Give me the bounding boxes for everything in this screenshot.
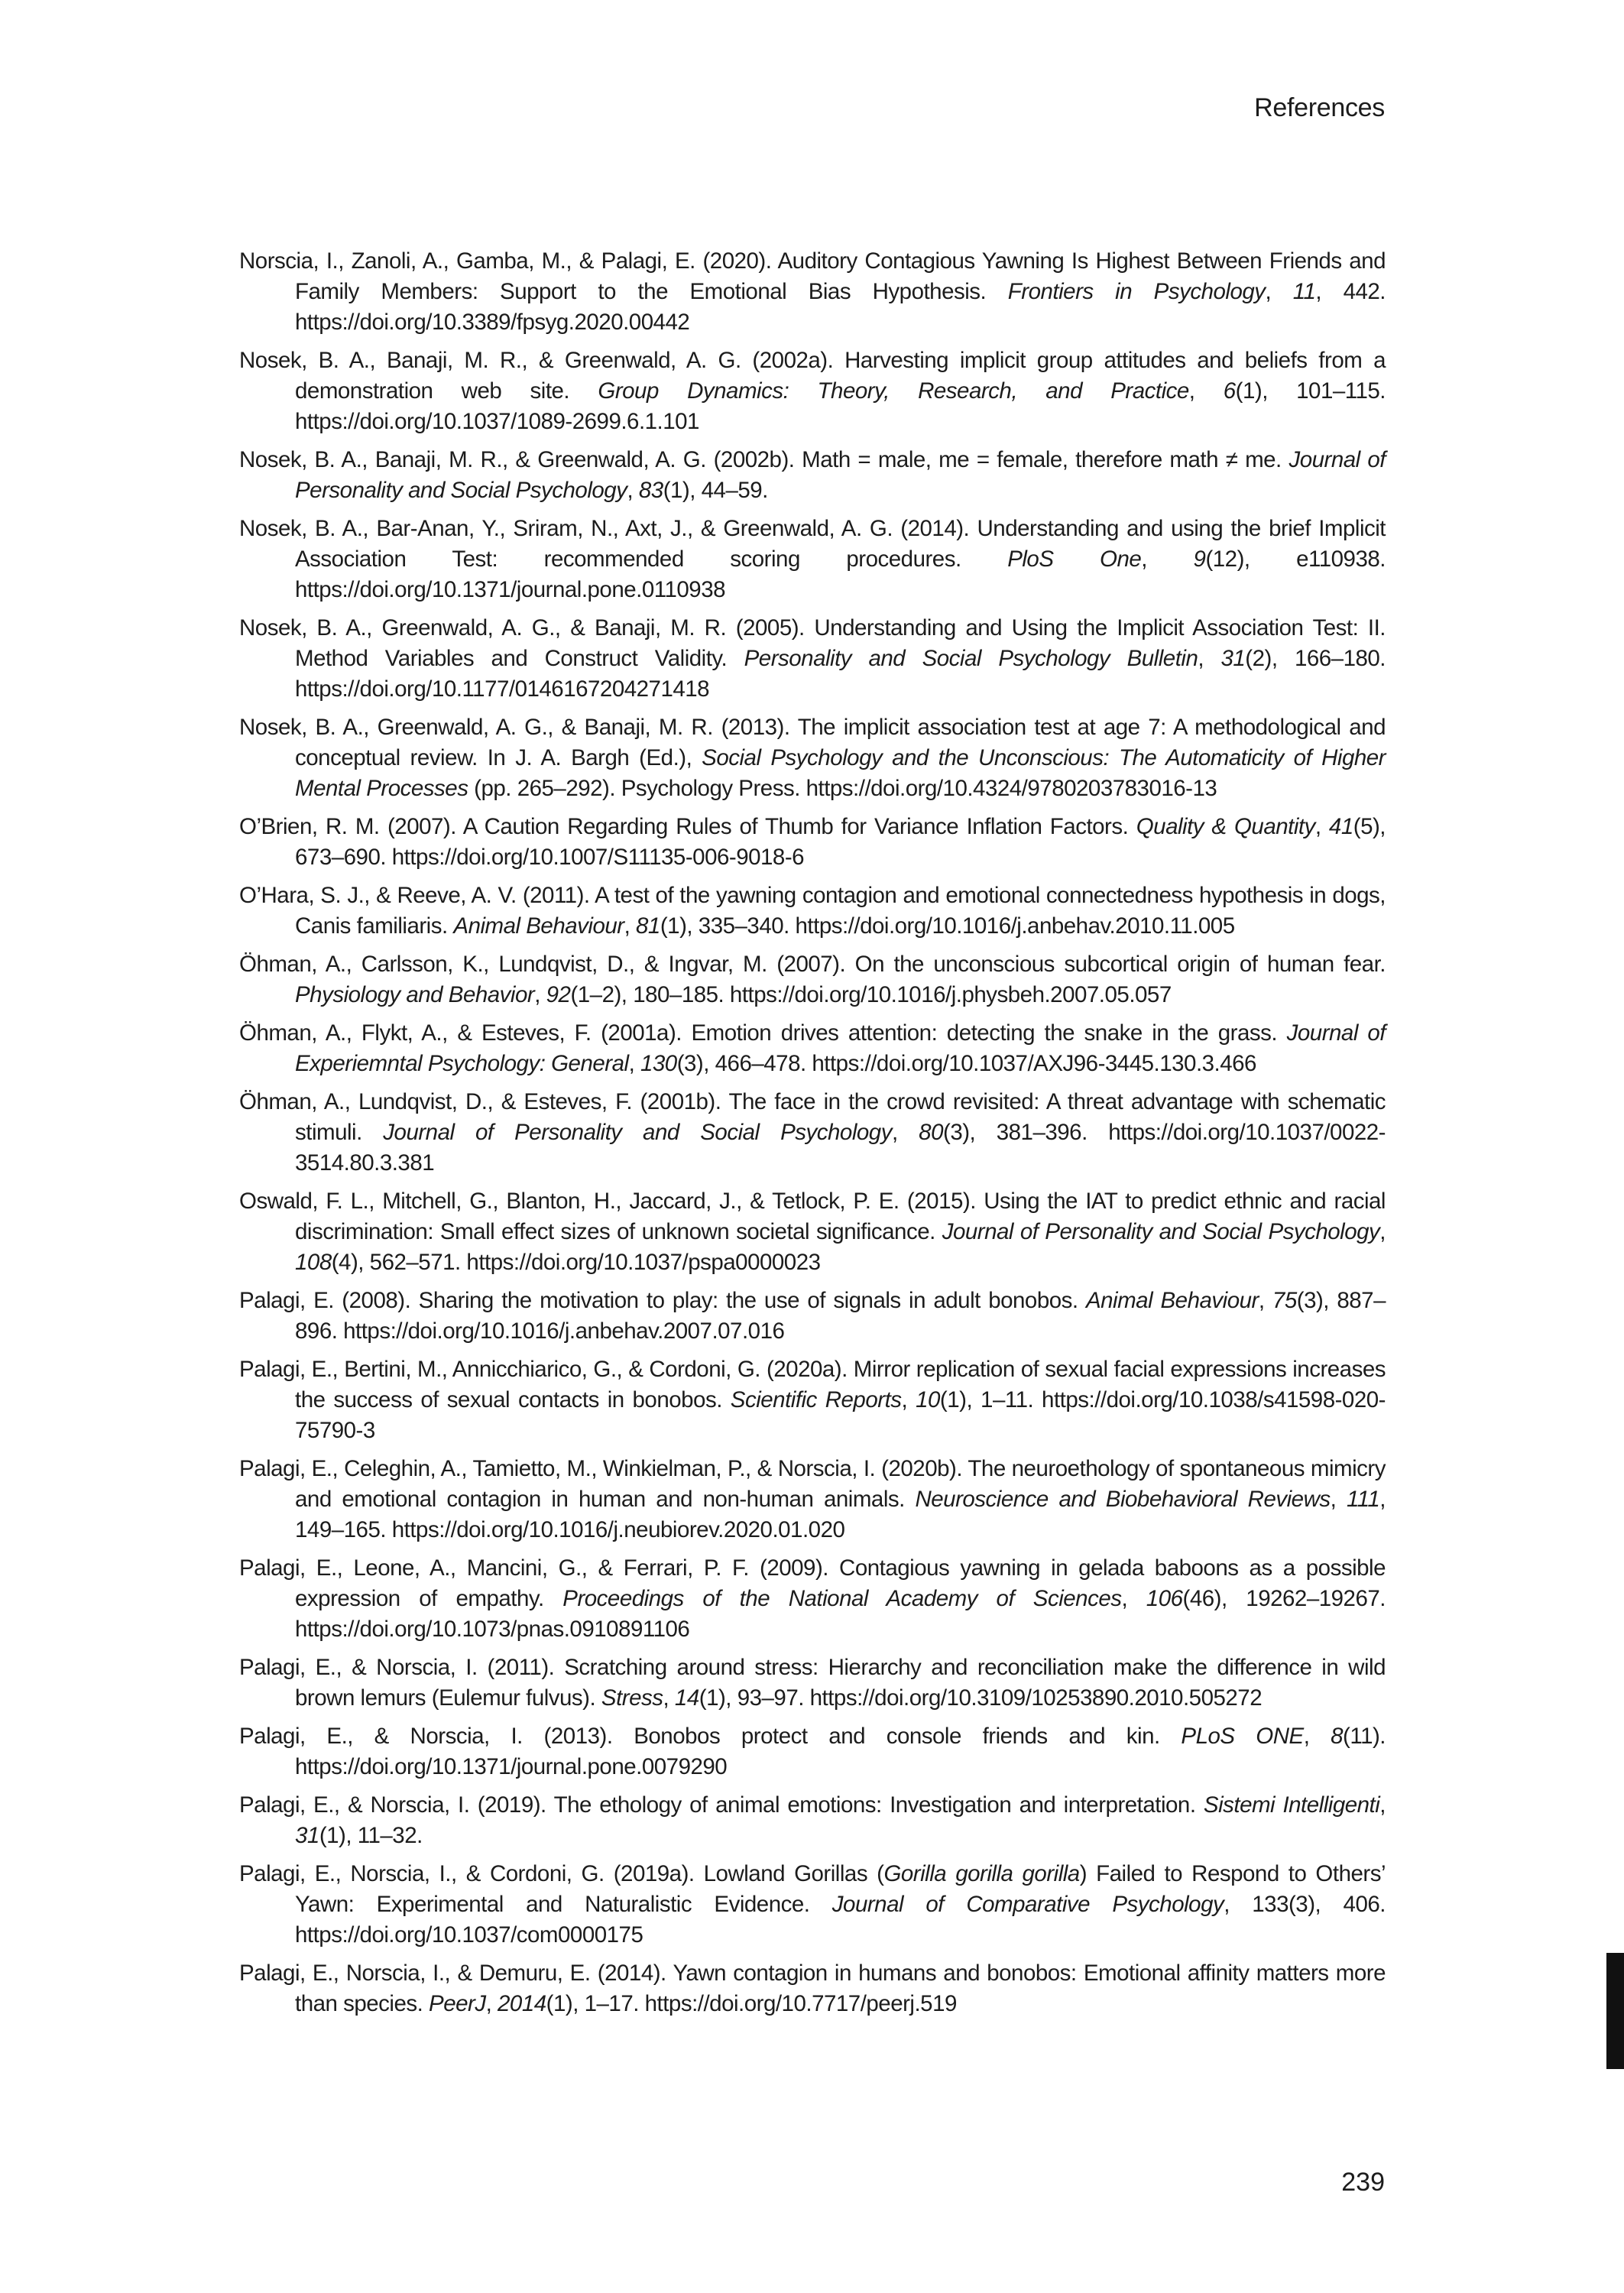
- reference-post: (1), 335–340. https://doi.org/10.1016/j.anbehav.2010.11.005: [660, 913, 1235, 939]
- reference-post: , 149–165. https://doi.org/10.1016/j.neubiorev.2020.01.020: [295, 1487, 1386, 1542]
- reference-post: , 133(3), 406. https://doi.org/10.1037/com0000175: [295, 1892, 1386, 1948]
- reference-entry: [239, 1286, 1386, 1347]
- reference-mid: ,: [1198, 646, 1221, 671]
- reference-pre: Öhman, A., Flykt, A., & Esteves, F. (2001a). Emotion drives attention: detecting the snake in the grass.: [239, 1020, 1287, 1046]
- reference-volume: 111: [1346, 1487, 1380, 1512]
- reference-pre: Palagi, E., Bertini, M., Annicchiarico, G., & Cordoni, G. (2020a). Mirror replication of sexual facial expressions increases the success of sexual contacts in bonobos.: [239, 1357, 1386, 1412]
- reference-volume: 106: [1146, 1586, 1183, 1611]
- reference-pre: Norscia, I., Zanoli, A., Gamba, M., & Palagi, E. (2020). Auditory Contagious Yawning Is Highest Between Friends and Family Members: Support to the Emotional Bias Hypothesis.: [239, 248, 1386, 304]
- reference-mid: ,: [1188, 378, 1224, 404]
- reference-pre: Nosek, B. A., Greenwald, A. G., & Banaji, M. R. (2005). Understanding and Using the Implicit Association Test: II. Method Variables and Construct Validity.: [239, 615, 1386, 671]
- reference-volume: 9: [1193, 546, 1206, 572]
- reference-mid: ,: [1379, 1792, 1386, 1818]
- reference-entry: [239, 1652, 1386, 1714]
- reference-journal: Gorilla gorilla gorilla: [883, 1861, 1080, 1886]
- reference-volume: 8: [1331, 1724, 1344, 1749]
- reference-volume: 31: [1220, 646, 1246, 671]
- reference-pre: Nosek, B. A., Banaji, M. R., & Greenwald, A. G. (2002b). Math = male, me = female, therefore math ≠ me.: [239, 447, 1289, 472]
- reference-journal: Journal of Personality and Social Psychology: [383, 1120, 892, 1145]
- reference-post: (12), e110938. https://doi.org/10.1371/journal.pone.0110938: [295, 546, 1386, 602]
- reference-entry: [239, 712, 1386, 804]
- reference-entry: [239, 613, 1386, 705]
- reference-volume: Journal of Comparative Psychology: [831, 1892, 1224, 1917]
- reference-mid: ,: [1121, 1586, 1146, 1611]
- reference-post: (1), 101–115. https://doi.org/10.1037/1089-2699.6.1.101: [295, 378, 1386, 434]
- reference-volume: 10: [916, 1387, 940, 1412]
- reference-volume: 41: [1328, 814, 1353, 839]
- reference-pre: Nosek, B. A., Greenwald, A. G., & Banaji, M. R. (2013). The implicit association test at age 7: A methodological and conceptual review. In J. A. Bargh (Ed.),: [239, 715, 1386, 770]
- reference-pre: Nosek, B. A., Banaji, M. R., & Greenwald, A. G. (2002a). Harvesting implicit group attitudes and beliefs from a demonstration web site.: [239, 348, 1386, 404]
- reference-entry: [239, 1958, 1386, 2019]
- reference-volume: 108: [295, 1250, 332, 1275]
- reference-journal: Stress: [601, 1685, 663, 1711]
- reference-journal: Frontiers in Psychology: [1007, 279, 1266, 304]
- reference-mid: ,: [628, 1051, 640, 1076]
- reference-mid: ,: [627, 478, 639, 503]
- reference-pre: O’Hara, S. J., & Reeve, A. V. (2011). A test of the yawning contagion and emotional connectedness hypothesis in dogs, Canis familiaris.: [239, 883, 1386, 939]
- reference-pre: Palagi, E., & Norscia, I. (2019). The ethology of animal emotions: Investigation and interpretation.: [239, 1792, 1204, 1818]
- reference-journal: Personality and Social Psychology Bulletin: [744, 646, 1198, 671]
- reference-mid: ,: [1314, 814, 1329, 839]
- reference-pre: Öhman, A., Carlsson, K., Lundqvist, D., & Ingvar, M. (2007). On the unconscious subcortical origin of human fear.: [239, 952, 1386, 977]
- reference-entry: [239, 812, 1386, 873]
- reference-journal: Sistemi Intelligenti: [1203, 1792, 1380, 1818]
- reference-journal: Animal Behaviour: [453, 913, 624, 939]
- reference-pre: Nosek, B. A., Bar-Anan, Y., Sriram, N., Axt, J., & Greenwald, A. G. (2014). Understanding and using the brief Implicit Association Test: recommended scoring procedures.: [239, 516, 1386, 572]
- reference-post: (1), 1–11. https://doi.org/10.1038/s41598-020-75790-3: [295, 1387, 1386, 1443]
- reference-post: (1), 1–17. https://doi.org/10.7717/peerj.519: [546, 1991, 957, 2016]
- running-head: References: [1254, 93, 1385, 122]
- reference-volume: 92: [546, 982, 571, 1007]
- reference-journal: Social Psychology and the Unconscious: The Automaticity of Higher Mental Processes: [295, 745, 1386, 801]
- reference-mid: ,: [534, 982, 546, 1007]
- reference-pre: Palagi, E., Leone, A., Mancini, G., & Ferrari, P. F. (2009). Contagious yawning in gelada baboons as a possible expression of empathy.: [239, 1555, 1386, 1611]
- reference-post: (1), 11–32.: [319, 1823, 423, 1848]
- reference-journal: PloS One: [1007, 546, 1142, 572]
- reference-mid: ,: [1265, 279, 1293, 304]
- reference-pre: Palagi, E., & Norscia, I. (2013). Bonobos protect and console friends and kin.: [239, 1724, 1182, 1749]
- reference-mid: (pp. 265–292). Psychology Press. https://doi.org/10.4324/9780203783016-13: [468, 776, 1217, 801]
- reference-mid: ,: [1141, 546, 1194, 572]
- reference-volume: 6: [1223, 378, 1236, 404]
- reference-post: , 442. https://doi.org/10.3389/fpsyg.2020.00442: [295, 279, 1386, 335]
- reference-pre: Öhman, A., Lundqvist, D., & Esteves, F. (2001b). The face in the crowd revisited: A threat advantage with schematic stimuli.: [239, 1089, 1386, 1145]
- reference-post: (3), 887–896. https://doi.org/10.1016/j.anbehav.2007.07.016: [295, 1288, 1386, 1344]
- reference-entry: [239, 1721, 1386, 1782]
- reference-post: (5), 673–690. https://doi.org/10.1007/S11135-006-9018-6: [295, 814, 1386, 870]
- reference-mid: ,: [1258, 1288, 1272, 1313]
- reference-entry: [239, 1087, 1386, 1179]
- reference-volume: 14: [674, 1685, 699, 1711]
- reference-mid: ,: [624, 913, 637, 939]
- reference-entry: [239, 1354, 1386, 1446]
- reference-mid: ,: [901, 1387, 916, 1412]
- reference-entry: [239, 1553, 1386, 1645]
- reference-volume: 81: [636, 913, 660, 939]
- reference-entry: [239, 1790, 1386, 1851]
- reference-mid: ,: [663, 1685, 675, 1711]
- reference-mid: ,: [1379, 1219, 1386, 1244]
- reference-mid: ,: [1303, 1724, 1331, 1749]
- reference-mid: ) Failed to Respond to Others’ Yawn: Experimental and Naturalistic Evidence.: [295, 1861, 1386, 1917]
- reference-entry: [239, 345, 1386, 437]
- reference-journal: Quality & Quantity: [1136, 814, 1315, 839]
- reference-post: (3), 466–478. https://doi.org/10.1037/AXJ96-3445.130.3.466: [676, 1051, 1256, 1076]
- reference-volume: 2014: [498, 1991, 546, 2016]
- reference-entry: [239, 514, 1386, 605]
- reference-post: (11). https://doi.org/10.1371/journal.pone.0079290: [295, 1724, 1386, 1779]
- reference-mid: ,: [891, 1120, 919, 1145]
- reference-pre: O’Brien, R. M. (2007). A Caution Regarding Rules of Thumb for Variance Inflation Factors.: [239, 814, 1136, 839]
- reference-journal: Group Dynamics: Theory, Research, and Practice: [598, 378, 1189, 404]
- reference-post: (3), 381–396. https://doi.org/10.1037/0022-3514.80.3.381: [295, 1120, 1386, 1176]
- reference-volume: 31: [295, 1823, 319, 1848]
- reference-journal: PeerJ: [429, 1991, 486, 2016]
- reference-volume: 83: [638, 478, 663, 503]
- chapter-thumb-tab: [1606, 1953, 1624, 2069]
- reference-post: (1–2), 180–185. https://doi.org/10.1016/j.physbeh.2007.05.057: [570, 982, 1172, 1007]
- reference-volume: 80: [919, 1120, 943, 1145]
- reference-journal: Journal of Personality and Social Psychology: [295, 447, 1386, 503]
- reference-post: (1), 44–59.: [663, 478, 768, 503]
- reference-entry: [239, 1859, 1386, 1951]
- reference-entry: [239, 1186, 1386, 1278]
- reference-post: (1), 93–97. https://doi.org/10.3109/10253890.2010.505272: [699, 1685, 1263, 1711]
- reference-entry: [239, 1018, 1386, 1079]
- reference-mid: ,: [485, 1991, 498, 2016]
- reference-journal: Journal of Personality and Social Psychology: [942, 1219, 1380, 1244]
- reference-pre: Palagi, E., & Norscia, I. (2011). Scratching around stress: Hierarchy and reconciliation make the difference in wild brown lemurs (Eulemur fulvus).: [239, 1655, 1386, 1711]
- reference-post: (46), 19262–19267. https://doi.org/10.1073/pnas.0910891106: [295, 1586, 1386, 1642]
- page-number: 239: [1341, 2168, 1385, 2197]
- reference-volume: 11: [1292, 279, 1316, 304]
- reference-entry: [239, 445, 1386, 506]
- reference-journal: Animal Behaviour: [1085, 1288, 1259, 1313]
- reference-volume: 75: [1272, 1288, 1297, 1313]
- reference-pre: Palagi, E., Celeghin, A., Tamietto, M., Winkielman, P., & Norscia, I. (2020b). The neuroethology of spontaneous mimicry and emotional contagion in human and non-human animals.: [239, 1456, 1386, 1512]
- reference-journal: Scientific Reports: [730, 1387, 902, 1412]
- reference-entry: [239, 881, 1386, 942]
- reference-post: (2), 166–180. https://doi.org/10.1177/0146167204271418: [295, 646, 1386, 702]
- reference-entry: [239, 246, 1386, 338]
- reference-journal: Neuroscience and Biobehavioral Reviews: [915, 1487, 1331, 1512]
- reference-list: [239, 246, 1386, 2027]
- reference-volume: 130: [640, 1051, 677, 1076]
- reference-post: (4), 562–571. https://doi.org/10.1037/pspa0000023: [331, 1250, 821, 1275]
- reference-journal: Journal of Experiemntal Psychology: General: [295, 1020, 1386, 1076]
- reference-journal: Proceedings of the National Academy of Sciences: [562, 1586, 1122, 1611]
- reference-pre: Palagi, E. (2008). Sharing the motivation to play: the use of signals in adult bonobos.: [239, 1288, 1086, 1313]
- reference-pre: Palagi, E., Norscia, I., & Demuru, E. (2014). Yawn contagion in humans and bonobos: Emotional affinity matters more than species.: [239, 1961, 1386, 2016]
- reference-journal: Physiology and Behavior: [295, 982, 535, 1007]
- reference-pre: Palagi, E., Norscia, I., & Cordoni, G. (2019a). Lowland Gorillas (: [239, 1861, 884, 1886]
- reference-mid: ,: [1330, 1487, 1347, 1512]
- reference-entry: [239, 1454, 1386, 1545]
- reference-pre: Oswald, F. L., Mitchell, G., Blanton, H., Jaccard, J., & Tetlock, P. E. (2015). Using the IAT to predict ethnic and racial discrimination: Small effect sizes of unknown societal significance.: [239, 1189, 1386, 1244]
- reference-entry: [239, 949, 1386, 1010]
- reference-journal: PLoS ONE: [1181, 1724, 1304, 1749]
